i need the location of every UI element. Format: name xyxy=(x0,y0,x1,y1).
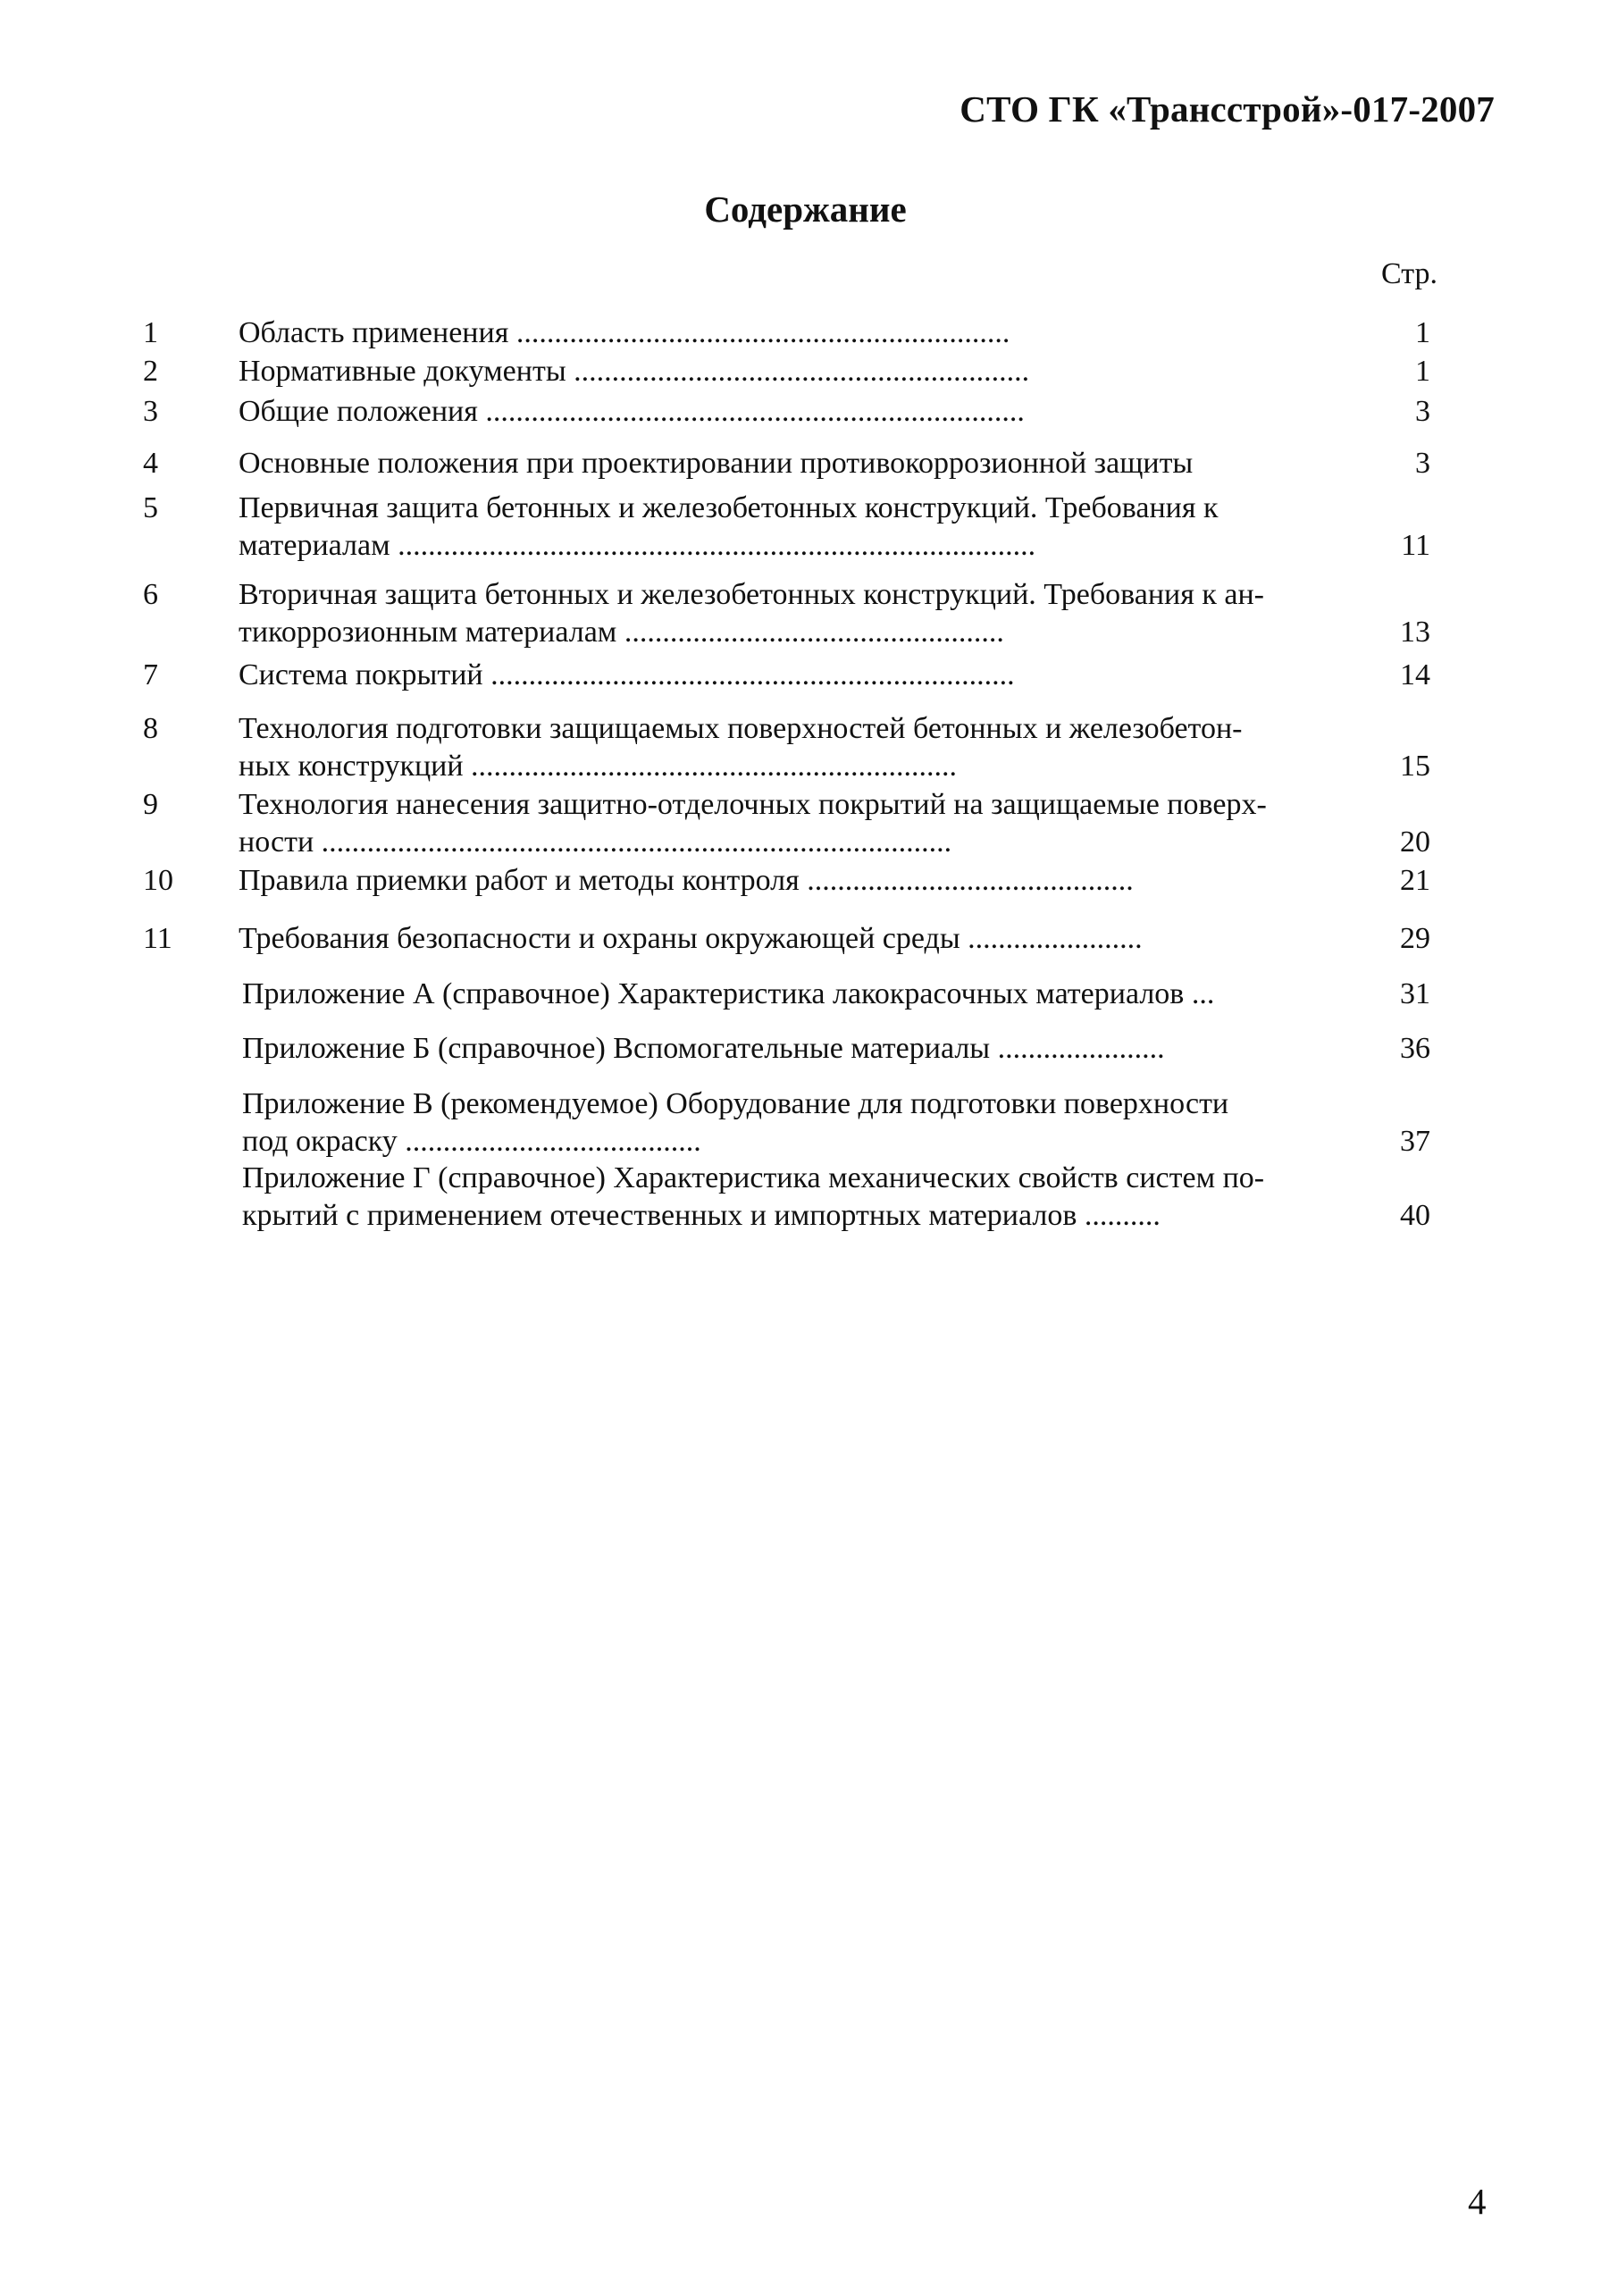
toc-entry-number: 3 xyxy=(143,395,158,428)
toc-entry-title xyxy=(242,1085,1323,1161)
toc-entry-page: 21 xyxy=(1400,864,1430,897)
toc-entry-title-line: Технология нанесения защитно-отделочных покрытий на защищаемые поверх- xyxy=(239,788,1267,821)
toc-entry-title-line: Приложение Б (справочное) Вспомогательные материалы ...................... xyxy=(242,1032,1165,1065)
toc-entry-page: 1 xyxy=(1415,316,1430,349)
toc-entry-title xyxy=(239,353,1320,390)
toc-entry-title-line: Правила приемки работ и методы контроля ........................................... xyxy=(239,864,1134,897)
toc-entry-title xyxy=(239,862,1320,900)
toc-entry-title-line: ности ................................................................................... xyxy=(239,825,952,859)
toc-entry-page: 37 xyxy=(1400,1125,1430,1158)
toc-entry-number: 6 xyxy=(143,578,158,611)
toc-entry-page: 11 xyxy=(1401,529,1430,562)
toc-title xyxy=(0,188,1609,230)
toc-entry-title-line: Требования безопасности и охраны окружающей среды ....................... xyxy=(239,922,1143,955)
toc-entry-page: 1 xyxy=(1415,355,1430,388)
toc-entry-page: 13 xyxy=(1400,616,1430,649)
toc-entry-title xyxy=(239,920,1320,958)
toc-entry-title-line: Приложение Г (справочное) Характеристика механических свойств систем по- xyxy=(242,1161,1265,1194)
toc-entry-title-line: Общие положения ....................................................................... xyxy=(239,395,1025,428)
toc-entry-number: 9 xyxy=(143,788,158,821)
toc-entry-number: 11 xyxy=(143,922,172,955)
toc-entry-title xyxy=(239,393,1320,431)
toc-entry-page: 15 xyxy=(1400,750,1430,783)
page-number: 4 xyxy=(1468,2181,1487,2222)
toc-entry-title xyxy=(242,1030,1323,1068)
toc-entry-title-line: Область применения ................................................................. xyxy=(239,316,1010,349)
toc-entry-title xyxy=(242,976,1323,1013)
toc-entry-title-line: Приложение В (рекомендуемое) Оборудование для подготовки поверхности xyxy=(242,1087,1229,1120)
toc-entry-title-line: Нормативные документы ............................................................ xyxy=(239,355,1030,388)
toc-entry-number: 7 xyxy=(143,658,158,691)
toc-entry-number: 4 xyxy=(143,447,158,480)
toc-entry-page: 36 xyxy=(1400,1032,1430,1065)
toc-entry-page: 3 xyxy=(1415,447,1430,480)
toc-entry-number: 2 xyxy=(143,355,158,388)
toc-entry-page: 14 xyxy=(1400,658,1430,691)
toc-entry-number: 1 xyxy=(143,316,158,349)
toc-entry-page: 29 xyxy=(1400,922,1430,955)
toc-entry-title xyxy=(239,710,1320,785)
document-code: СТО ГК «Трансстрой»-017-2007 xyxy=(960,88,1495,130)
toc-entry-title-line: крытий с применением отечественных и импортных материалов .......... xyxy=(242,1199,1161,1232)
toc-entry-title-line: Основные положения при проектировании противокоррозионной защиты xyxy=(239,447,1194,480)
toc-entry-title xyxy=(239,490,1320,565)
toc-entry-title-line: Система покрытий ..................................................................... xyxy=(239,658,1015,691)
toc-title-text: Содержание xyxy=(704,189,907,230)
toc-entry-title xyxy=(239,445,1320,482)
toc-entry-title-line: Технология подготовки защищаемых поверхностей бетонных и железобетон- xyxy=(239,712,1243,745)
toc-entry-number: 8 xyxy=(143,712,158,745)
toc-entry-title-line: Приложение А (справочное) Характеристика лакокрасочных материалов ... xyxy=(242,977,1215,1010)
toc-entry-title xyxy=(242,1160,1323,1235)
toc-entry-page: 20 xyxy=(1400,825,1430,859)
toc-entry-title-line: под окраску ....................................... xyxy=(242,1125,701,1158)
toc-entry-number: 10 xyxy=(143,864,173,897)
toc-entry-title-line: материалам .................................................................................... xyxy=(239,529,1036,562)
toc-entry-title-line: тикоррозионным материалам .................................................. xyxy=(239,616,1004,649)
toc-entry-page: 31 xyxy=(1400,977,1430,1010)
toc-entry-title xyxy=(239,657,1320,694)
toc-entry-title xyxy=(239,576,1320,651)
toc-entry-page: 3 xyxy=(1415,395,1430,428)
toc-entry-title xyxy=(239,314,1320,352)
toc-entry-title-line: ных конструкций ................................................................ xyxy=(239,750,958,783)
toc-entry-number: 5 xyxy=(143,491,158,524)
toc-page-column-header: Стр. xyxy=(1381,257,1438,290)
toc-entry-title-line: Первичная защита бетонных и железобетонных конструкций. Требования к xyxy=(239,491,1219,524)
toc-entry-page: 40 xyxy=(1400,1199,1430,1232)
toc-entry-title xyxy=(239,786,1320,861)
toc-entry-title-line: Вторичная защита бетонных и железобетонных конструкций. Требования к ан- xyxy=(239,578,1264,611)
